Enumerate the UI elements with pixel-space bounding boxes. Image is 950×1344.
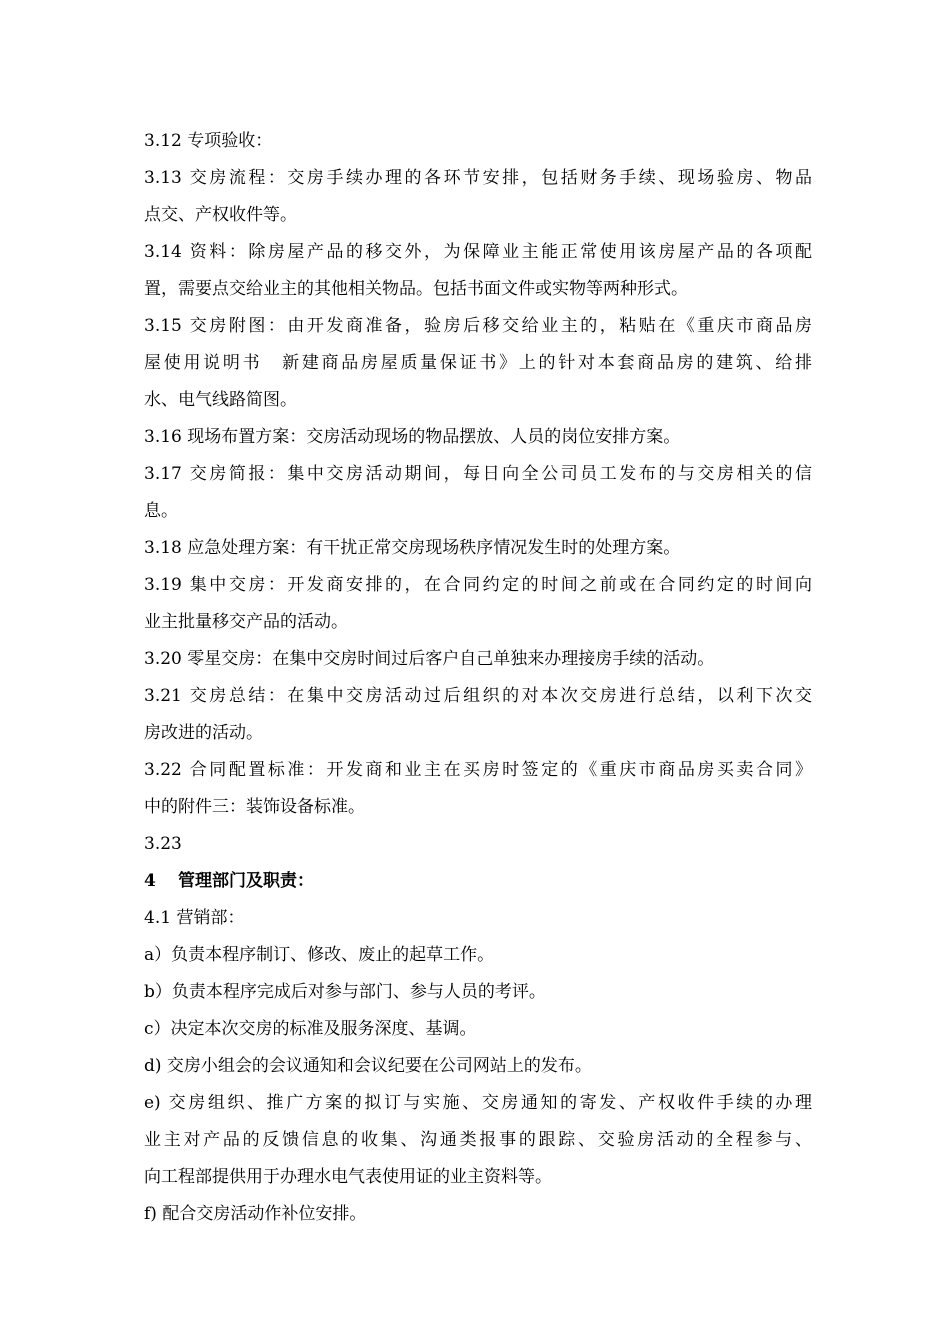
text-line: 3.19 集中交房：开发商安排的，在合同约定的时间之前或在合同约定的时间向 (144, 575, 812, 595)
text-line: 中的附件三：装饰设备标准。 (144, 797, 365, 817)
text-line: 3.13 交房流程：交房手续办理的各环节安排，包括财务手续、现场验房、物品 (144, 168, 812, 188)
text-line: d) 交房小组会的会议通知和会议纪要在公司网站上的发布。 (144, 1056, 592, 1076)
text-line: 业主批量移交产品的活动。 (144, 612, 348, 632)
text-line: 3.14 资料：除房屋产品的移交外，为保障业主能正常使用该房屋产品的各项配 (144, 242, 812, 262)
text-line: 4.1 营销部： (144, 908, 245, 928)
section-definitions (144, 123, 812, 863)
text-line: 向工程部提供用于办理水电气表使用证的业主资料等。 (144, 1167, 552, 1187)
text-line: 置，需要点交给业主的其他相关物品。包括书面文件或实物等两种形式。 (144, 279, 688, 299)
text-line: f) 配合交房活动作补位安排。 (144, 1204, 367, 1224)
text-line: 3.22 合同配置标准：开发商和业主在买房时签定的《重庆市商品房买卖合同》 (144, 760, 812, 780)
text-line: a）负责本程序制订、修改、废止的起草工作。 (144, 945, 495, 965)
text-line: 水、电气线路简图。 (144, 390, 297, 410)
document-body (144, 123, 812, 1233)
section-responsibilities (144, 900, 812, 1233)
text-line: e) 交房组织、推广方案的拟订与实施、交房通知的寄发、产权收件手续的办理 (144, 1093, 812, 1113)
text-line: 3.16 现场布置方案：交房活动现场的物品摆放、人员的岗位安排方案。 (144, 427, 681, 447)
text-line: 3.23 (144, 834, 182, 854)
text-line: 点交、产权收件等。 (144, 205, 297, 225)
text-line: 3.20 零星交房：在集中交房时间过后客户自己单独来办理接房手续的活动。 (144, 649, 715, 669)
section-heading (144, 863, 812, 900)
text-line: c）决定本次交房的标准及服务深度、基调。 (144, 1019, 477, 1039)
text-line: 业主对产品的反馈信息的收集、沟通类报事的跟踪、交验房活动的全程参与、 (144, 1130, 812, 1150)
text-line: 3.15 交房附图：由开发商准备，验房后移交给业主的，粘贴在《重庆市商品房 (144, 316, 812, 336)
text-line: 3.12 专项验收： (144, 131, 273, 151)
text-line: 3.17 交房简报：集中交房活动期间，每日向全公司员工发布的与交房相关的信 (144, 464, 812, 484)
text-line: 屋使用说明书 新建商品房屋质量保证书》上的针对本套商品房的建筑、给排 (144, 353, 812, 373)
text-line: 房改进的活动。 (144, 723, 263, 743)
text-line: b）负责本程序完成后对参与部门、参与人员的考评。 (144, 982, 546, 1002)
text-line: 息。 (144, 501, 178, 521)
section-title: 管理部门及职责： (178, 871, 314, 891)
section-number: 4 (144, 871, 156, 891)
text-line: 3.18 应急处理方案：有干扰正常交房现场秩序情况发生时的处理方案。 (144, 538, 681, 558)
text-line: 3.21 交房总结：在集中交房活动过后组织的对本次交房进行总结，以利下次交 (144, 686, 812, 706)
